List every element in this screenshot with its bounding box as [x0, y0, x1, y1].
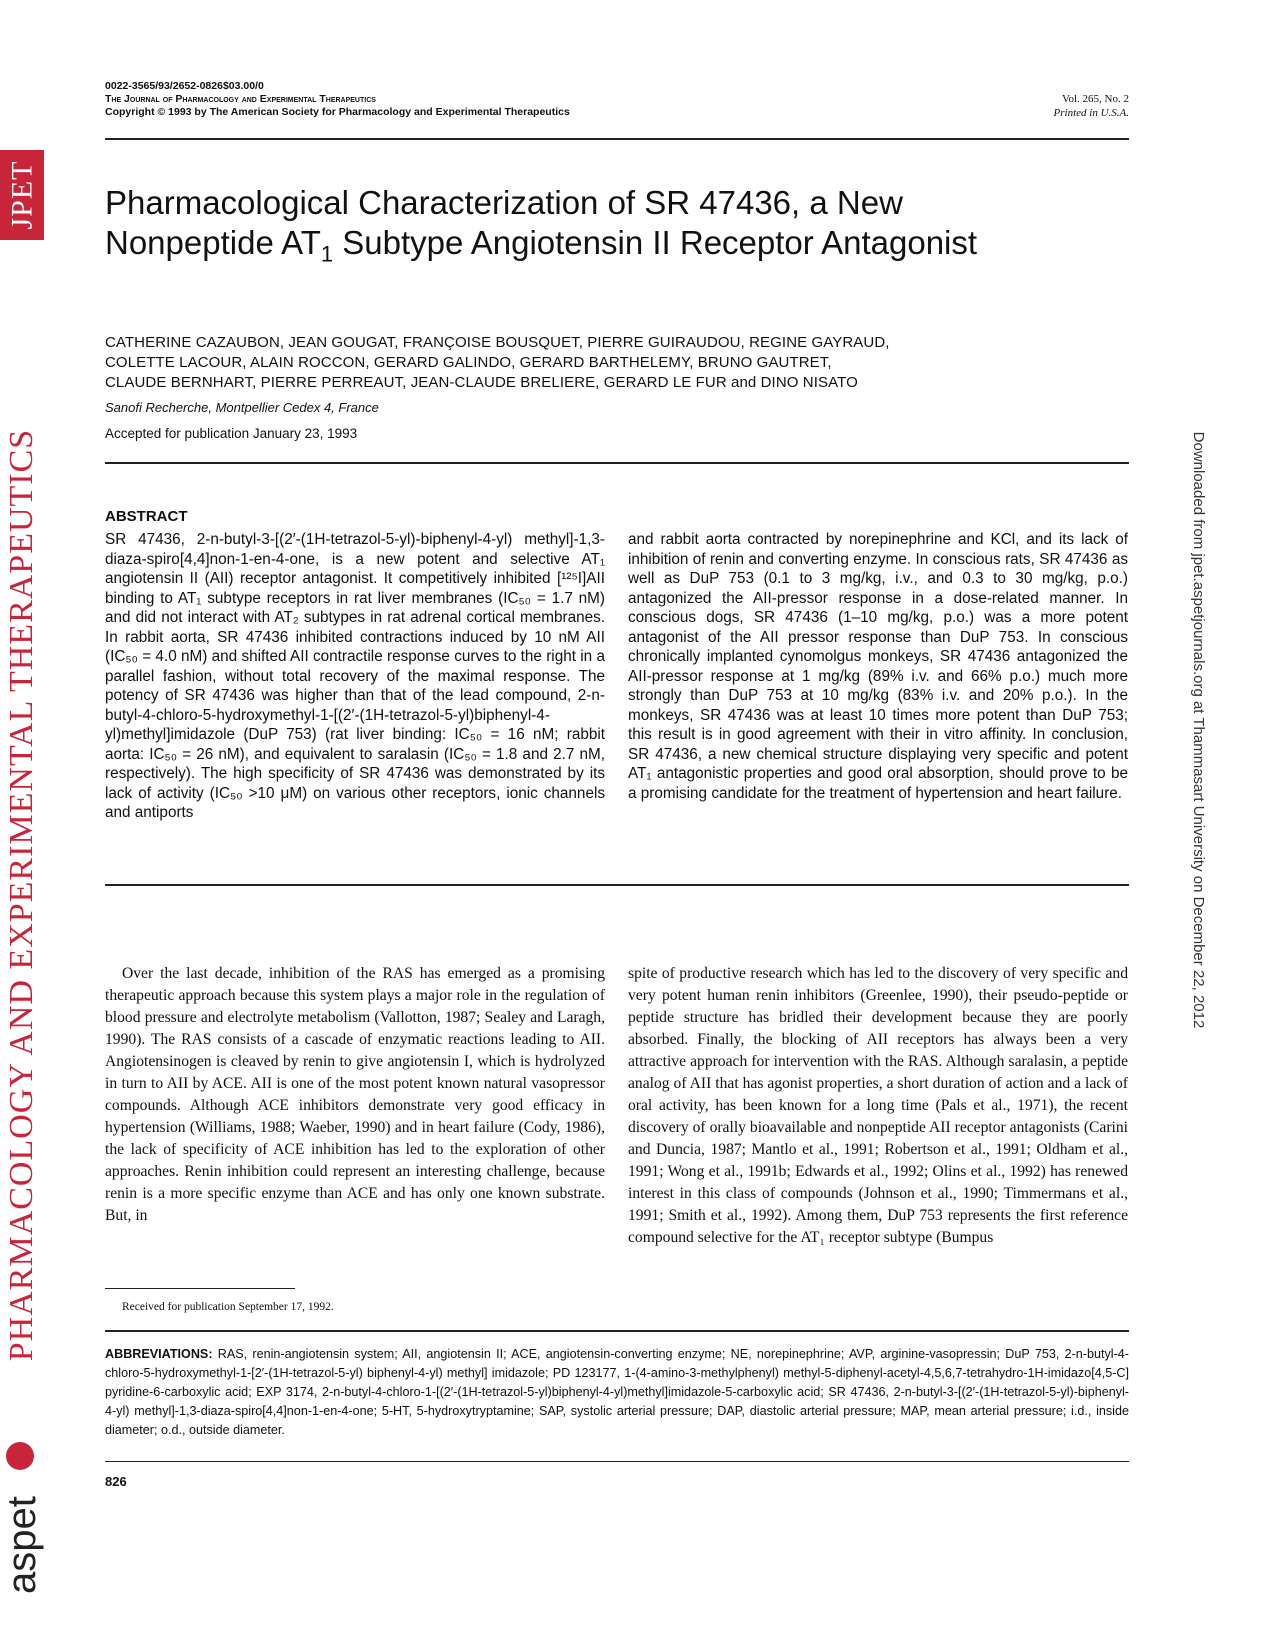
- abstract-top-divider: [105, 462, 1129, 464]
- accepted-date: Accepted for publication January 23, 1993: [105, 426, 358, 441]
- aspet-logo: [0, 1450, 44, 1610]
- abbreviations-label: ABBREVIATIONS:: [105, 1347, 213, 1361]
- article-code: 0022-3565/93/2652-0826$03.00/0: [105, 80, 264, 92]
- download-notice: Downloaded from jpet.aspetjournals.org at Thammasart University on December 22, 2012: [1190, 431, 1207, 1029]
- volume-info: [1054, 92, 1129, 120]
- title-line-1: Pharmacological Characterization of SR 47436, a New: [105, 184, 903, 221]
- author-list: [105, 333, 1125, 393]
- authors-line-2: COLETTE LACOUR, ALAIN ROCCON, GERARD GALINDO, GERARD BARTHELEMY, BRUNO GAUTRET,: [105, 354, 832, 371]
- title-line-2: Nonpeptide $AT_1$ Subtype Angiotensin II Receptor Antagonist: [105, 224, 978, 267]
- jpet-label: JPET: [5, 160, 39, 230]
- header-divider: [105, 138, 1129, 140]
- abstract-right-column: and rabbit aorta contracted by norepinephrine and KCl, and its lack of inhibition of renin and converting enzyme. In conscious rats, SR 47436 as well as DuP 753 (0.1 to 3 mg/kg, i.v., and 0.3 to 30 mg/kg, p.o.) antagonized the AII-pressor response in a dose-related manner. In conscious dogs, SR 47436 (1–10 mg/kg, p.o.) was a more potent antagonist of the AII pressor response than DuP 753. In conscious chronically implanted cynomolgus monkeys, SR 47436 antagonized the AII-pressor response at 1 mg/kg (89% i.v. and 66% p.o.) much more strongly than DuP 753 at 10 mg/kg (83% i.v. and 20% p.o.). In the monkeys, SR 47436 was at least 10 times more potent than DuP 753; this result is in good agreement with their in vitro affinity. In conclusion, SR 47436, a new chemical structure displaying very specific and potent AT₁ antagonistic properties and good oral absorption, should prove to be a promising candidate for the treatment of hypertension and heart failure.: [628, 531, 1128, 802]
- printed-location: Printed in U.S.A.: [1053, 107, 1129, 119]
- authors-line-1: CATHERINE CAZAUBON, JEAN GOUGAT, FRANÇOISE BOUSQUET, PIERRE GUIRAUDOU, REGINE GAYRAUD,: [105, 334, 890, 351]
- aspet-logo-mark-icon: [6, 1442, 34, 1470]
- abbreviations-top-divider: [105, 1330, 1129, 1332]
- abstract-heading: ABSTRACT: [105, 508, 188, 525]
- abbreviations-text: RAS, renin-angiotensin system; AII, angiotensin II; ACE, angiotensin-converting enzyme; NE, norepinephrine; AVP, arginine-vasopressin; DuP 753, 2-n-butyl-4-chloro-5-hydroxymethyl-1-[2′-(1H-tetrazol-5-yl) biphenyl-4-yl) methyl] imidazole; PD 123177, 1-(4-amino-3-methylphenyl) methyl-5-diphenyl-acetyl-4,5,6,7-tetrahydro-1H-imidazo[4,5-C] pyridine-6-carboxylic acid; EXP 3174, 2-n-butyl-4-chloro-1-[(2′-(1H-tetrazol-5-yl)biphenyl-4-yl)methyl]imidazole-5-carboxylic acid; SR 47436, 2-n-butyl-3-[(2′-(1H-tetrazol-5-yl)-biphenyl-4-yl) methyl]-1,3-diaza-spiro[4,4]non-1-en-4-one; 5-HT, 5-hydroxytryptamine; SAP, systolic arterial pressure; DAP, diastolic arterial pressure; MAP, mean arterial pressure; i.d., inside diameter; o.d., outside diameter.: [105, 1347, 1129, 1437]
- journal-side-banner: [0, 150, 44, 1594]
- abbreviations-block: [105, 1345, 1129, 1440]
- body-left-column: Over the last decade, inhibition of the RAS has emerged as a promising therapeutic approach because this system plays a major role in the regulation of blood pressure and electrolyte metabolism (Vallotton, 1987; Sealey and Laragh, 1990). The RAS consists of a cascade of enzymatic reactions leading to AII. Angiotensinogen is cleaved by renin to give angiotensin I, which is hydrolyzed in turn to AII by ACE. AII is one of the most potent known natural vasopressor compounds. Although ACE inhibitors demonstrate very good efficacy in hypertension (Williams, 1988; Waeber, 1990) and in heart failure (Cody, 1986), the lack of specificity of ACE inhibition has led to the exploration of other approaches. Renin inhibition could represent an interesting challenge, because renin is a more specific enzyme than ACE and has only one known substrate. But, in: [105, 965, 605, 1224]
- copyright-line: Copyright © 1993 by The American Society for Pharmacology and Experimental Therapeutics: [105, 106, 570, 118]
- received-footnote: Received for publication September 17, 1992.: [122, 1301, 334, 1313]
- abstract-bottom-divider: [105, 884, 1129, 886]
- jpet-badge: [0, 150, 44, 240]
- page-bottom-divider: [105, 1461, 1129, 1462]
- journal-title: The Journal of Pharmacology and Experimental Therapeutics: [105, 93, 376, 105]
- body-right-column: spite of productive research which has led to the discovery of very specific and very potent human renin inhibitors (Greenlee, 1990), their pseudo-peptide or peptide structure has bridled their development because they are poorly absorbed. Finally, the blocking of AII receptors has always been a very attractive approach for intervention with the RAS. Although saralasin, a peptide analog of AII that has agonist properties, a short duration of action and a lack of oral activity, has been known for a long time (Pals et al., 1971), the recent discovery of orally bioavailable and nonpeptide AII receptor antagonists (Carini and Duncia, 1987; Mantlo et al., 1991; Robertson et al., 1991; Oldham et al., 1991; Wong et al., 1991b; Edwards et al., 1992; Olins et al., 1992) has renewed interest in this class of compounds (Johnson et al., 1990; Timmermans et al., 1991; Smith et al., 1992). Among them, DuP 753 represents the first reference compound selective for the AT₁ receptor subtype (Bumpus: [628, 965, 1128, 1246]
- abstract-left-column: SR 47436, 2-n-butyl-3-[(2′-(1H-tetrazol-5-yl)-biphenyl-4-yl) methyl]-1,3-diaza-spiro[4,4]non-1-en-4-one, is a new potent and selective AT₁ angiotensin II (AII) receptor antagonist. It competitively inhibited [¹²⁵I]AII binding to AT₁ subtype receptors in rat liver membranes (IC₅₀ = 1.7 nM) and did not interact with AT₂ subtypes in rat adrenal cortical membranes. In rabbit aorta, SR 47436 inhibited contractions induced by 10 nM AII (IC₅₀ = 4.0 nM) and shifted AII contractile response curves to the right in a parallel fashion, without total recovery of the maximal response. The potency of SR 47436 was higher than that of the lead compound, 2-n-butyl-4-chloro-5-hydroxymethyl-1-[(2′-(1H-tetrazol-5-yl)biphenyl-4-yl)methyl]imidazole (DuP 753) (rat liver binding: IC₅₀ = 16 nM; rabbit aorta: IC₅₀ = 26 nM), and equivalent to saralasin (IC₅₀ = 1.8 and 2.7 nM, respectively). The high specificity of SR 47436 was demonstrated by its lack of activity (IC₅₀ >10 μM) on various other receptors, ionic channels and antiports: [105, 531, 605, 821]
- journal-header: [105, 80, 570, 119]
- aspet-logo-text: aspet: [0, 1496, 44, 1594]
- page-number: 826: [105, 1474, 127, 1489]
- volume-number: Vol. 265, No. 2: [1061, 93, 1129, 105]
- affiliation: Sanofi Recherche, Montpellier Cedex 4, France: [105, 400, 379, 415]
- journal-name-vertical: PHARMACOLOGY AND EXPERIMENTAL THERAPEUTICS: [3, 428, 40, 1362]
- footnote-divider: [105, 1288, 295, 1289]
- article-title: [105, 183, 1125, 275]
- authors-line-3: CLAUDE BERNHART, PIERRE PERREAUT, JEAN-CLAUDE BRELIERE, GERARD LE FUR and DINO NISATO: [105, 374, 858, 391]
